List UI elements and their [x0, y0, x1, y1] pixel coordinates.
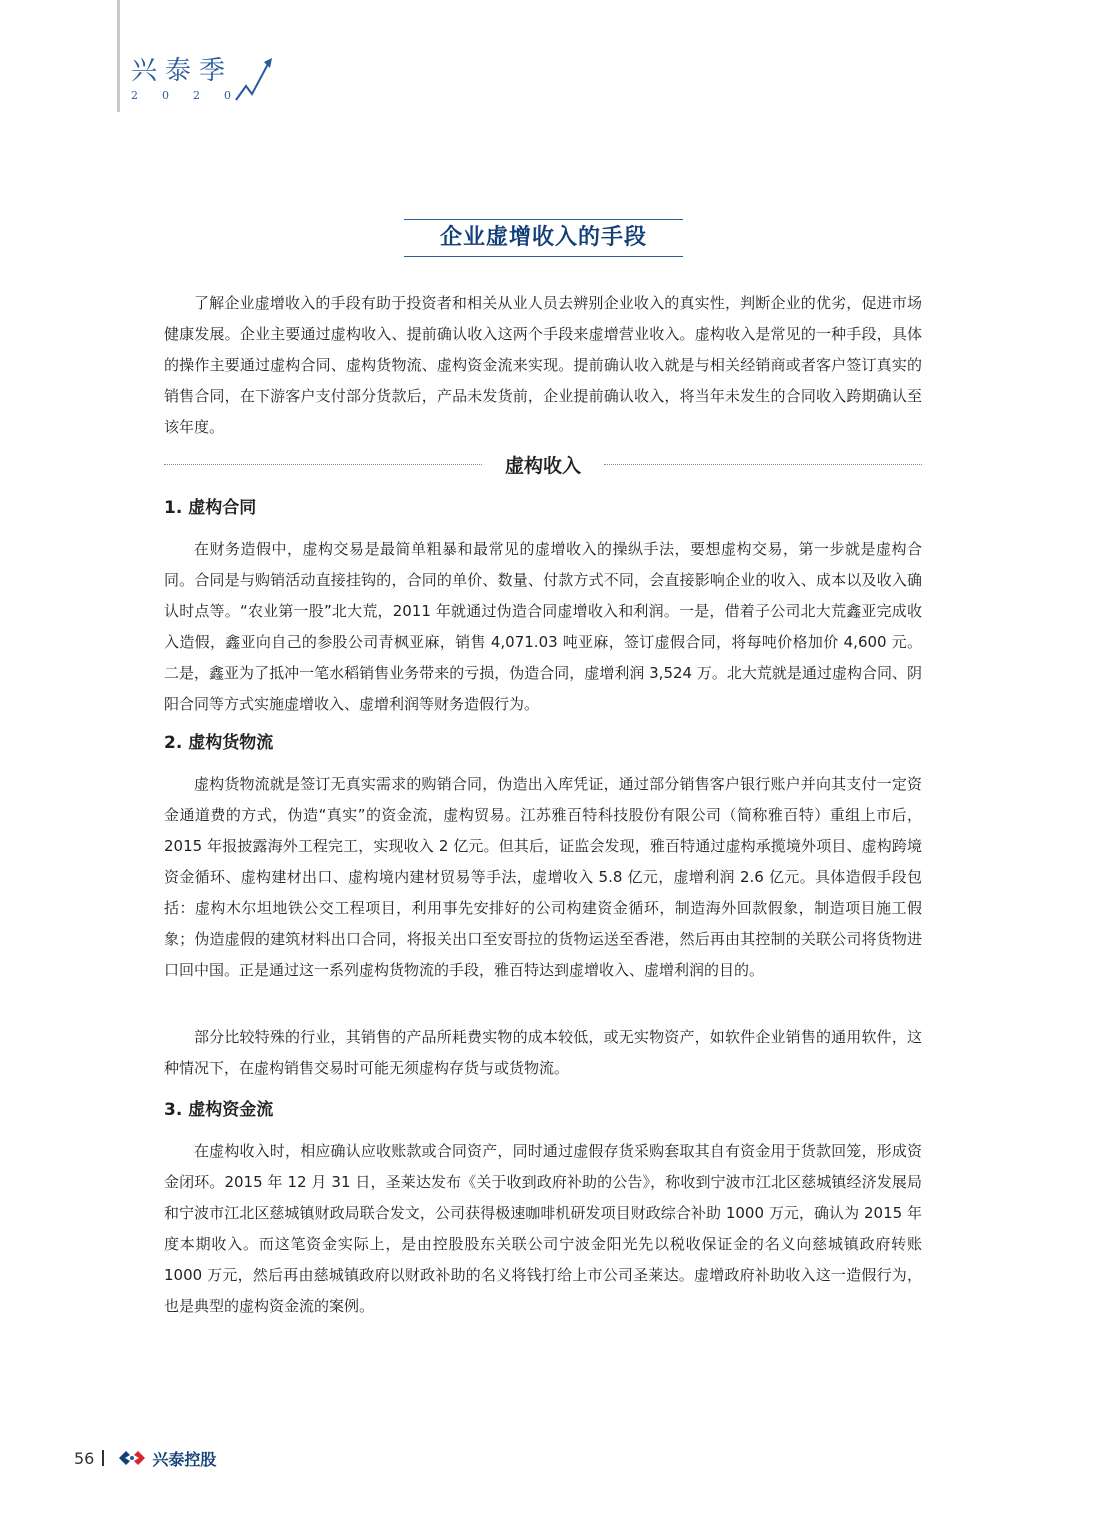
intro-paragraph: 了解企业虚增收入的手段有助于投资者和相关从业人员去辨别企业收入的真实性，判断企业的优劣，促进市场健康发展。企业主要通过虚构收入、提前确认收入这两个手段来虚增营业收入。虚构收入是常见的一种手段，具体的操作主要通过虚构合同、虚构货物流、虚构资金流来实现。提前确认收入就是与相关经销商或者客户签订真实的销售合同，在下游客户支付部分货款后，产品未发货前，企业提前确认收入，将当年未发生的合同收入跨期确认至该年度。 [164, 294, 922, 436]
paragraph-fake-goods-flow: 虚构货物流就是签订无真实需求的购销合同，伪造出入库凭证，通过部分销售客户银行账户并向其支付一定资金通道费的方式，伪造“真实”的资金流，虚构贸易。江苏雅百特科技股份有限公司（简称雅百特）重组上市后，2015 年报披露海外工程完工，实现收入 2 亿元。但其后，证监会发现，雅百特通过虚构承揽境外项目、虚构跨境资金循环、虚构建材出口、虚构境内建材贸易等手法，虚增收入 5.8 亿元，虚增利润 2.6 亿元。具体造假手段包括：虚构木尔坦地铁公交工程项目，利用事先安排好的公司构建资金循环，制造海外回款假象，制造项目施工假象；伪造虚假的建筑材料出口合同，将报关出口至安哥拉的货物运送至香港，然后再由其控制的关联公司将货物进口回中国。正是通过这一系列虚构货物流的手段，雅百特达到虚增收入、虚增利润的目的。 [164, 775, 922, 979]
page-title: 企业虚增收入的手段 [439, 225, 647, 250]
header-accent-bar [117, 0, 120, 112]
subheading-fake-contract: 1. 虚构合同 [164, 498, 257, 518]
brand-logo-icon [116, 1449, 148, 1467]
masthead-title: 兴泰季 [131, 56, 234, 86]
masthead-year: 2020 [131, 89, 255, 102]
paragraph-special-industries: 部分比较特殊的行业，其销售的产品所耗费实物的成本较低，或无实物资产，如软件企业销售的通用软件，这种情况下，在虚构销售交易时可能无须虚构存货与或货物流。 [164, 1028, 922, 1077]
subheading-fake-cash-flow: 3. 虚构资金流 [164, 1100, 274, 1120]
page-footer [74, 1446, 216, 1470]
section-title: 虚构收入 [504, 455, 581, 477]
paragraph-fake-cash-flow: 在虚构收入时，相应确认应收账款或合同资产，同时通过虚假存货采购套取其自有资金用于货款回笼，形成资金闭环。2015 年 12 月 31 日，圣莱达发布《关于收到政府补助的公告》，称收到宁波市江北区慈城镇经济发展局和宁波市江北区慈城镇财政局联合发文，公司获得极速咖啡机研发项目财政综合补助 1000 万元，确认为 2015 年度本期收入。而这笔资金实际上，是由控股股东关联公司宁波金阳光先以税收保证金的名义向慈城镇政府转账 1000 万元，然后再由慈城镇政府以财政补助的名义将钱打给上市公司圣莱达。虚增政府补助收入这一造假行为，也是典型的虚构资金流的案例。 [164, 1142, 922, 1315]
divider-dots-left [164, 464, 482, 465]
footer-separator [102, 1450, 104, 1466]
brand-name: 兴泰控股 [152, 1449, 217, 1469]
divider-dots-right [604, 464, 922, 465]
page-number: 56 [74, 1448, 95, 1468]
page-title-box [404, 219, 683, 257]
paragraph-fake-contract: 在财务造假中，虚构交易是最简单粗暴和最常见的虚增收入的操纵手法，要想虚构交易，第一步就是虚构合同。合同是与购销活动直接挂钩的，合同的单价、数量、付款方式不同，会直接影响企业的收入、成本以及收入确认时点等。“农业第一股”北大荒，2011 年就通过伪造合同虚增收入和利润。一是，借着子公司北大荒鑫亚完成收入造假，鑫亚向自己的参股公司青枫亚麻，销售 4,071.03 吨亚麻，签订虚假合同，将每吨价格加价 4,600 元。二是，鑫亚为了抵冲一笔水稻销售业务带来的亏损，伪造合同，虚增利润 3,524 万。北大荒就是通过虚构合同、阴阳合同等方式实施虚增收入、虚增利润等财务造假行为。 [164, 540, 922, 713]
trend-arrow-icon [234, 56, 274, 106]
subheading-fake-goods-flow: 2. 虚构货物流 [164, 733, 274, 753]
section-divider [164, 452, 922, 480]
